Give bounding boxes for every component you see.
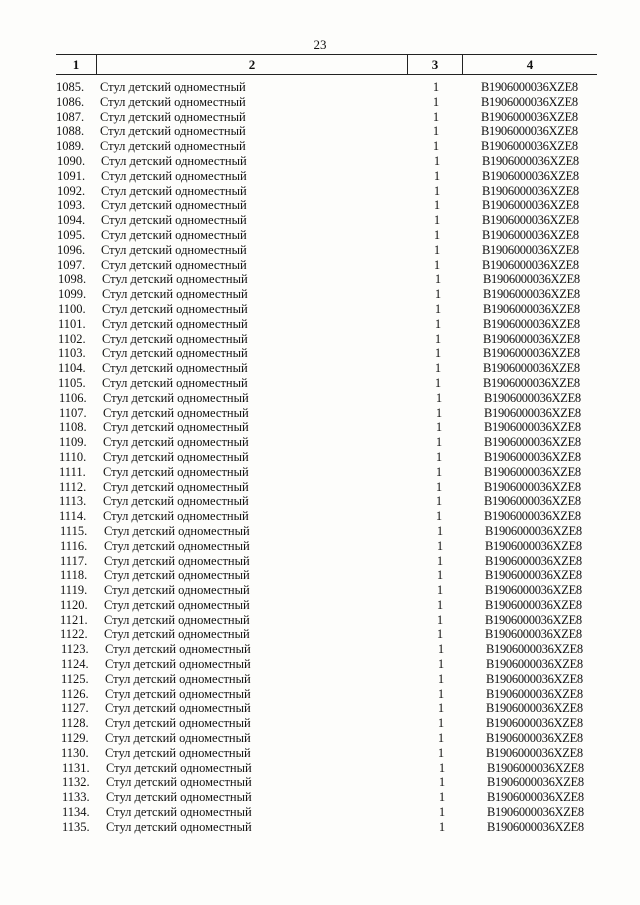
table-row (0, 198, 640, 213)
item-name: Стул детский одноместный (104, 597, 250, 612)
row-number: 1100. (58, 301, 86, 316)
item-quantity: 1 (434, 287, 442, 302)
table-row (0, 657, 640, 672)
inventory-code: B1906000036XZE8 (481, 124, 578, 139)
item-name: Стул детский одноместный (104, 627, 250, 642)
item-quantity: 1 (437, 701, 445, 716)
item-quantity: 1 (435, 420, 443, 435)
item-quantity: 1 (438, 819, 446, 834)
item-quantity: 1 (433, 183, 441, 198)
table-row (0, 450, 640, 465)
table-row (0, 420, 640, 435)
row-number: 1132. (62, 775, 90, 790)
inventory-code: B1906000036XZE8 (487, 805, 584, 820)
table-row (0, 613, 640, 628)
row-number: 1109. (59, 435, 87, 450)
column-header-3: 3 (408, 55, 463, 74)
inventory-code: B1906000036XZE8 (483, 301, 580, 316)
row-number: 1124. (61, 657, 89, 672)
inventory-code: B1906000036XZE8 (483, 346, 580, 361)
item-quantity: 1 (433, 153, 441, 168)
item-quantity: 1 (435, 435, 443, 450)
table-row (0, 583, 640, 598)
item-name: Стул детский одноместный (104, 583, 250, 598)
table-row (0, 302, 640, 317)
item-name: Стул детский одноместный (104, 553, 250, 568)
item-quantity: 1 (436, 597, 444, 612)
row-number: 1090. (57, 153, 86, 168)
row-number: 1111. (59, 464, 86, 479)
row-number: 1088. (56, 124, 85, 139)
table-row (0, 746, 640, 761)
row-number: 1102. (58, 331, 86, 346)
inventory-code: B1906000036XZE8 (485, 583, 582, 598)
table-row (0, 805, 640, 820)
row-number: 1128. (61, 716, 89, 731)
item-name: Стул детский одноместный (106, 775, 252, 790)
inventory-code: B1906000036XZE8 (481, 109, 578, 124)
item-name: Стул детский одноместный (104, 612, 250, 627)
item-quantity: 1 (433, 213, 441, 228)
item-quantity: 1 (433, 168, 441, 183)
row-number: 1135. (62, 819, 90, 834)
item-name: Стул детский одноместный (100, 80, 246, 94)
inventory-code: B1906000036XZE8 (486, 731, 583, 746)
item-name: Стул детский одноместный (101, 257, 247, 272)
row-number: 1107. (59, 405, 87, 420)
row-number: 1130. (61, 745, 89, 760)
row-number: 1125. (61, 671, 89, 686)
item-name: Стул детский одноместный (102, 361, 248, 376)
row-number: 1103. (58, 346, 86, 361)
row-number: 1117. (60, 553, 88, 568)
item-quantity: 1 (436, 612, 444, 627)
item-quantity: 1 (432, 80, 440, 94)
inventory-code: B1906000036XZE8 (486, 671, 583, 686)
item-name: Стул детский одноместный (102, 331, 248, 346)
row-number: 1098. (58, 272, 87, 287)
row-number: 1133. (62, 790, 90, 805)
item-name: Стул детский одноместный (100, 139, 246, 154)
table-row (0, 672, 640, 687)
inventory-code: B1906000036XZE8 (486, 745, 583, 760)
item-quantity: 1 (433, 257, 441, 272)
item-quantity: 1 (433, 227, 441, 242)
row-number: 1104. (58, 361, 86, 376)
item-name: Стул детский одноместный (102, 316, 248, 331)
item-name: Стул детский одноместный (106, 790, 252, 805)
item-name: Стул детский одноместный (106, 760, 252, 775)
item-quantity: 1 (435, 479, 443, 494)
item-quantity: 1 (437, 716, 445, 731)
item-quantity: 1 (437, 657, 445, 672)
inventory-code: B1906000036XZE8 (483, 272, 580, 287)
row-number: 1114. (59, 509, 87, 524)
row-number: 1096. (57, 242, 86, 257)
inventory-code: B1906000036XZE8 (481, 139, 578, 154)
item-name: Стул детский одноместный (104, 523, 250, 538)
inventory-code: B1906000036XZE8 (485, 568, 582, 583)
item-name: Стул детский одноместный (104, 538, 250, 553)
inventory-code: B1906000036XZE8 (482, 227, 579, 242)
row-number: 1116. (60, 538, 88, 553)
item-name: Стул детский одноместный (103, 390, 249, 405)
inventory-code: B1906000036XZE8 (484, 449, 581, 464)
item-name: Стул детский одноместный (102, 301, 248, 316)
item-quantity: 1 (433, 198, 441, 213)
table-row (0, 701, 640, 716)
inventory-code: B1906000036XZE8 (482, 153, 579, 168)
inventory-code: B1906000036XZE8 (482, 242, 579, 257)
inventory-code: B1906000036XZE8 (484, 509, 581, 524)
inventory-code: B1906000036XZE8 (482, 198, 579, 213)
row-number: 1118. (60, 568, 88, 583)
table-row (0, 435, 640, 450)
item-quantity: 1 (432, 124, 440, 139)
inventory-code: B1906000036XZE8 (484, 420, 581, 435)
row-number: 1106. (59, 390, 87, 405)
inventory-code: B1906000036XZE8 (485, 553, 582, 568)
row-number: 1131. (62, 760, 90, 775)
item-quantity: 1 (435, 405, 443, 420)
item-quantity: 1 (434, 331, 442, 346)
table-header (56, 54, 597, 75)
table-row (0, 539, 640, 554)
item-name: Стул детский одноместный (105, 716, 251, 731)
item-quantity: 1 (438, 775, 446, 790)
item-quantity: 1 (432, 109, 440, 124)
table-row (0, 406, 640, 421)
item-name: Стул детский одноместный (105, 686, 251, 701)
table-row (0, 465, 640, 480)
row-number: 1126. (61, 686, 89, 701)
row-number: 1108. (59, 420, 87, 435)
inventory-code: B1906000036XZE8 (487, 775, 584, 790)
table-row (0, 95, 640, 110)
item-quantity: 1 (438, 760, 446, 775)
table-row (0, 139, 640, 154)
item-name: Стул детский одноместный (102, 346, 248, 361)
inventory-code: B1906000036XZE8 (485, 612, 582, 627)
item-name: Стул детский одноместный (101, 168, 247, 183)
row-number: 1095. (57, 227, 86, 242)
item-quantity: 1 (433, 242, 441, 257)
item-name: Стул детский одноместный (103, 449, 249, 464)
inventory-code: B1906000036XZE8 (486, 701, 583, 716)
inventory-code: B1906000036XZE8 (483, 375, 580, 390)
item-quantity: 1 (437, 686, 445, 701)
table-row (0, 627, 640, 642)
table-row (0, 110, 640, 125)
table-row (0, 731, 640, 746)
row-number: 1087. (56, 109, 85, 124)
table-row (0, 761, 640, 776)
column-header-1: 1 (56, 55, 97, 74)
item-name: Стул детский одноместный (106, 819, 252, 834)
row-number: 1091. (57, 168, 86, 183)
inventory-code: B1906000036XZE8 (486, 642, 583, 657)
column-header-2: 2 (97, 55, 408, 74)
inventory-code: B1906000036XZE8 (484, 435, 581, 450)
table-row (0, 154, 640, 169)
item-name: Стул детский одноместный (101, 198, 247, 213)
item-name: Стул детский одноместный (103, 420, 249, 435)
item-quantity: 1 (434, 301, 442, 316)
item-name: Стул детский одноместный (105, 701, 251, 716)
table-row (0, 480, 640, 495)
item-name: Стул детский одноместный (100, 109, 246, 124)
table-row (0, 687, 640, 702)
table-row (0, 243, 640, 258)
inventory-code: B1906000036XZE8 (487, 819, 584, 834)
inventory-code: B1906000036XZE8 (481, 80, 578, 94)
item-quantity: 1 (438, 805, 446, 820)
table-row (0, 790, 640, 805)
row-number: 1113. (59, 494, 87, 509)
item-quantity: 1 (434, 346, 442, 361)
item-quantity: 1 (434, 361, 442, 376)
row-number: 1092. (57, 183, 86, 198)
table-row (0, 272, 640, 287)
table-row (0, 820, 640, 835)
table-row (0, 524, 640, 539)
item-name: Стул детский одноместный (102, 272, 248, 287)
item-name: Стул детский одноместный (105, 671, 251, 686)
row-number: 1089. (56, 139, 85, 154)
item-name: Стул детский одноместный (101, 153, 247, 168)
item-quantity: 1 (435, 390, 443, 405)
item-quantity: 1 (436, 627, 444, 642)
row-number: 1101. (58, 316, 86, 331)
row-number: 1123. (61, 642, 89, 657)
inventory-code: B1906000036XZE8 (482, 257, 579, 272)
item-name: Стул детский одноместный (101, 227, 247, 242)
item-name: Стул детский одноместный (101, 213, 247, 228)
inventory-code: B1906000036XZE8 (486, 686, 583, 701)
table-row (0, 642, 640, 657)
table-row (0, 376, 640, 391)
item-name: Стул детский одноместный (106, 805, 252, 820)
item-quantity: 1 (434, 272, 442, 287)
row-number: 1122. (60, 627, 88, 642)
table-row (0, 332, 640, 347)
item-name: Стул детский одноместный (101, 183, 247, 198)
table-row (0, 509, 640, 524)
row-number: 1112. (59, 479, 87, 494)
row-number: 1099. (58, 287, 87, 302)
table-row (0, 775, 640, 790)
item-quantity: 1 (435, 509, 443, 524)
item-quantity: 1 (435, 449, 443, 464)
row-number: 1127. (61, 701, 89, 716)
table-row (0, 124, 640, 139)
table-row (0, 554, 640, 569)
item-quantity: 1 (436, 583, 444, 598)
inventory-code: B1906000036XZE8 (483, 287, 580, 302)
item-quantity: 1 (437, 731, 445, 746)
row-number: 1121. (60, 612, 88, 627)
item-quantity: 1 (437, 671, 445, 686)
inventory-code: B1906000036XZE8 (484, 494, 581, 509)
item-quantity: 1 (432, 94, 440, 109)
inventory-code: B1906000036XZE8 (483, 316, 580, 331)
inventory-code: B1906000036XZE8 (484, 479, 581, 494)
row-number: 1097. (57, 257, 86, 272)
inventory-code: B1906000036XZE8 (485, 627, 582, 642)
row-number: 1134. (62, 805, 90, 820)
inventory-code: B1906000036XZE8 (483, 331, 580, 346)
row-number: 1105. (58, 375, 86, 390)
table-row (0, 228, 640, 243)
row-number: 1115. (60, 523, 88, 538)
item-quantity: 1 (432, 139, 440, 154)
item-quantity: 1 (435, 494, 443, 509)
item-name: Стул детский одноместный (103, 405, 249, 420)
table-row (0, 317, 640, 332)
row-number: 1085. (56, 80, 85, 94)
table-row (0, 346, 640, 361)
inventory-code: B1906000036XZE8 (487, 760, 584, 775)
item-quantity: 1 (436, 553, 444, 568)
table-row (0, 598, 640, 613)
inventory-code: B1906000036XZE8 (481, 94, 578, 109)
table-body (0, 80, 640, 835)
row-number: 1119. (60, 583, 88, 598)
inventory-code: B1906000036XZE8 (485, 597, 582, 612)
item-quantity: 1 (434, 316, 442, 331)
page-number: 23 (313, 37, 327, 52)
item-name: Стул детский одноместный (102, 375, 248, 390)
table-row (0, 494, 640, 509)
table-row (0, 716, 640, 731)
table-row (0, 80, 640, 95)
item-name: Стул детский одноместный (100, 94, 246, 109)
item-name: Стул детский одноместный (103, 435, 249, 450)
inventory-code: B1906000036XZE8 (486, 716, 583, 731)
row-number: 1120. (60, 597, 88, 612)
item-name: Стул детский одноместный (102, 287, 248, 302)
inventory-code: B1906000036XZE8 (487, 790, 584, 805)
inventory-code: B1906000036XZE8 (482, 213, 579, 228)
row-number: 1086. (56, 94, 85, 109)
table-row (0, 213, 640, 228)
item-name: Стул детский одноместный (101, 242, 247, 257)
inventory-code: B1906000036XZE8 (485, 523, 582, 538)
item-quantity: 1 (436, 538, 444, 553)
item-name: Стул детский одноместный (100, 124, 246, 139)
item-quantity: 1 (437, 642, 445, 657)
item-name: Стул детский одноместный (103, 509, 249, 524)
column-header-4: 4 (526, 57, 534, 72)
item-name: Стул детский одноместный (105, 642, 251, 657)
item-quantity: 1 (435, 464, 443, 479)
item-quantity: 1 (434, 375, 442, 390)
table-row (0, 361, 640, 376)
inventory-code: B1906000036XZE8 (484, 390, 581, 405)
table-row (0, 184, 640, 199)
item-name: Стул детский одноместный (104, 568, 250, 583)
item-name: Стул детский одноместный (103, 494, 249, 509)
item-name: Стул детский одноместный (103, 464, 249, 479)
row-number: 1093. (57, 198, 86, 213)
row-number: 1094. (57, 213, 86, 228)
table-row (0, 287, 640, 302)
item-name: Стул детский одноместный (103, 479, 249, 494)
inventory-code: B1906000036XZE8 (482, 183, 579, 198)
item-name: Стул детский одноместный (105, 731, 251, 746)
table-row (0, 391, 640, 406)
table-row (0, 568, 640, 583)
inventory-code: B1906000036XZE8 (484, 464, 581, 479)
inventory-code: B1906000036XZE8 (482, 168, 579, 183)
row-number: 1129. (61, 731, 89, 746)
inventory-code: B1906000036XZE8 (486, 657, 583, 672)
inventory-code: B1906000036XZE8 (483, 361, 580, 376)
table-row (0, 258, 640, 273)
item-quantity: 1 (436, 523, 444, 538)
item-quantity: 1 (436, 568, 444, 583)
row-number: 1110. (59, 449, 87, 464)
item-quantity: 1 (437, 745, 445, 760)
table-row (0, 169, 640, 184)
item-name: Стул детский одноместный (105, 657, 251, 672)
item-quantity: 1 (438, 790, 446, 805)
item-name: Стул детский одноместный (105, 745, 251, 760)
inventory-code: B1906000036XZE8 (484, 405, 581, 420)
inventory-code: B1906000036XZE8 (485, 538, 582, 553)
